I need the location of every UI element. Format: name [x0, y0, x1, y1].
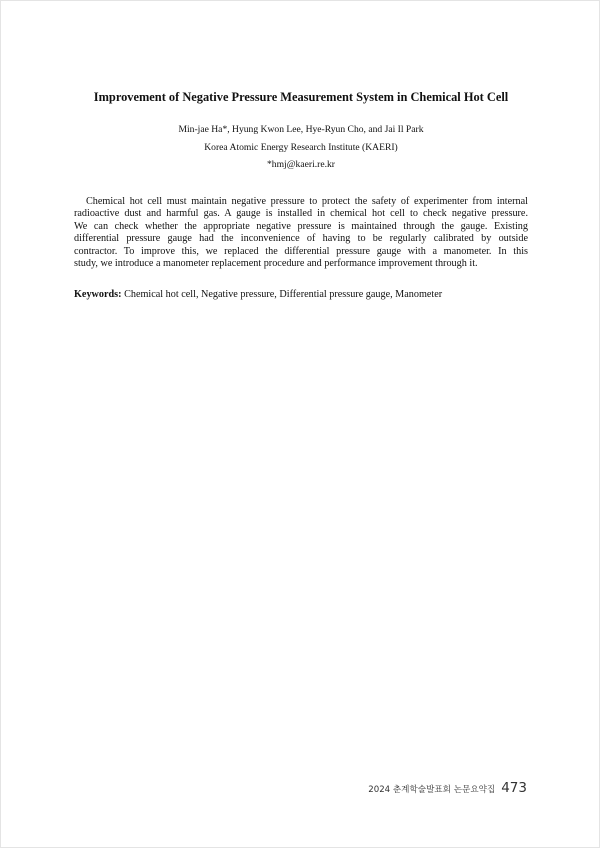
- affiliation: Korea Atomic Energy Research Institute (KAERI): [204, 142, 398, 153]
- page-number: 473: [501, 780, 527, 796]
- abstract-line: radioactive dust and harmful gas. A gauge is installed in chemical hot cell to check negative pressure.: [74, 208, 528, 220]
- corresponding-email: *hmj@kaeri.re.kr: [267, 159, 335, 170]
- paper-title: Improvement of Negative Pressure Measurement System in Chemical Hot Cell: [93, 90, 509, 104]
- abstract-line: We can check whether the appropriate negative pressure is maintained through the gauge. Existing: [74, 220, 528, 232]
- abstract-line: differential pressure gauge had the inconvenience of having to be regularly calibrated by outside: [74, 233, 528, 245]
- keywords-section: [74, 288, 528, 301]
- abstract-line: contractor. To improve this, we replaced the differential pressure gauge with a manometer. In this: [74, 245, 528, 257]
- abstract-line: Chemical hot cell must maintain negative pressure to protect the safety of experimenter from internal: [86, 196, 528, 207]
- page-footer: [368, 780, 527, 796]
- abstract-body: [74, 196, 528, 270]
- abstract-line: study, we introduce a manometer replacement procedure and performance improvement through it.: [74, 257, 478, 269]
- conference-name: 2024 춘계학술발표회 논문요약집: [368, 785, 496, 795]
- author-list: Min-jae Ha*, Hyung Kwon Lee, Hye-Ryun Cho, and Jai Il Park: [178, 124, 424, 135]
- keywords-label: Keywords:: [74, 289, 122, 300]
- keywords-list: Chemical hot cell, Negative pressure, Differential pressure gauge, Manometer: [124, 289, 443, 300]
